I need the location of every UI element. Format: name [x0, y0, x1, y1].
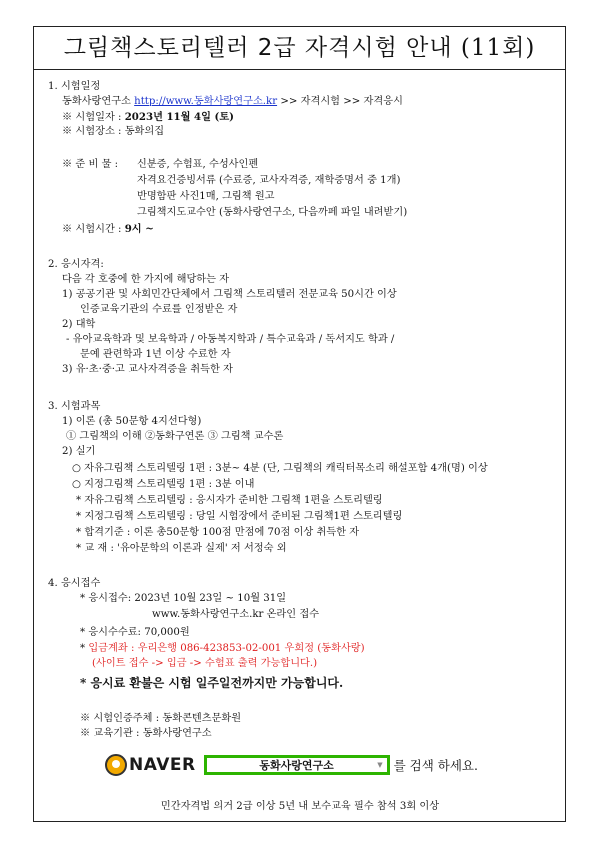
application-online: www.동화사랑연구소.kr 온라인 접수	[152, 609, 320, 620]
pass-criteria: * 합격기준 : 이론 총50문항 100점 만점에 70점 이상 취득한 자	[76, 527, 360, 538]
naver-search-text: 동화사랑연구소	[259, 759, 334, 772]
eligibility-2b: 문예 관련학과 1년 이상 수료한 자	[80, 349, 231, 360]
title-suffix: (11회)	[460, 35, 536, 61]
exam-site-line	[62, 95, 403, 109]
practice-assigned-note: * 지정그림책 스토리텔링 : 당일 시험장에서 준비된 그림책1편 스토리텔링	[76, 511, 403, 522]
refund-notice: * 응시료 환불은 시험 일주일전까지만 가능합니다.	[80, 676, 344, 690]
payment-process: (사이트 접수 -> 입금 -> 수험표 출력 가능합니다.)	[92, 658, 318, 669]
section-4-heading: 4. 응시접수	[48, 578, 101, 589]
website-link[interactable]: http://www.동화사랑연구소.kr	[134, 96, 278, 107]
org-name: 동화사랑연구소	[62, 96, 131, 107]
practice-assigned: ○ 지정그림책 스토리텔링 1편 : 3분 이내	[72, 479, 255, 490]
supplies-item-2: 자격요건증빙서류 (수료증, 교사자격증, 재학증명서 중 1개)	[137, 175, 401, 186]
footer-note: 민간자격법 의거 2급 이상 5년 내 보수교육 필수 참석 3회 이상	[160, 801, 440, 812]
exam-time-value: 9시 ~	[124, 223, 154, 235]
exam-time-line	[62, 222, 154, 237]
exam-time-label: ※ 시험시간 :	[62, 224, 122, 235]
supplies-item-4: 그림책지도교수안 (동화사랑연구소, 다음까페 파일 내려받기)	[137, 207, 408, 218]
site-path: >> 자격시험 >> 자격응시	[280, 96, 403, 107]
bank-account-bullet: *	[80, 643, 89, 654]
page-title	[33, 26, 566, 70]
subject-practice: 2) 실기	[62, 446, 96, 457]
supplies-label: ※ 준 비 물 :	[62, 159, 119, 170]
eligibility-intro: 다음 각 호중에 한 가지에 해당하는 자	[62, 274, 230, 285]
practice-free-note: * 자유그림책 스토리텔링 : 응시자가 준비한 그림책 1편을 스토리텔링	[76, 495, 383, 506]
dropdown-caret-icon: ▼	[377, 761, 383, 769]
exam-date-line	[62, 110, 234, 125]
subject-theory: 1) 이론 (총 50문항 4지선다형)	[62, 416, 202, 427]
supplies-item-3: 반명함판 사진1매, 그림책 원고	[137, 191, 275, 202]
application-period: * 응시접수: 2023년 10월 23일 ~ 10월 31일	[80, 593, 287, 604]
eligibility-2a: - 유아교육학과 및 보육학과 / 아동복지학과 / 특수교육과 / 독서지도 학과 /	[66, 334, 395, 345]
naver-search-banner	[105, 752, 478, 778]
naver-logo-icon	[105, 754, 127, 776]
section-1-heading: 1. 시험일정	[48, 81, 101, 92]
eligibility-3: 3) 유·초·중·고 교사자격증을 취득한 자	[62, 364, 233, 375]
bank-account-line	[80, 642, 365, 656]
naver-logo	[105, 754, 196, 776]
eligibility-1a: 1) 공공기관 및 사회민간단체에서 그림책 스토리텔러 전문교육 50시간 이상	[62, 289, 397, 300]
section-3-heading: 3. 시험과목	[48, 401, 101, 412]
application-fee: * 응시수수료: 70,000원	[80, 627, 190, 638]
exam-date-value: 2023년 11월 4일 (토)	[124, 111, 234, 123]
naver-search-input[interactable]	[204, 755, 390, 775]
exam-date-label: ※ 시험일자 :	[62, 112, 122, 123]
naver-logo-text: NAVER	[129, 755, 196, 775]
cert-authority: ※ 시험인증주체 : 동화콘텐츠문화원	[80, 713, 242, 724]
eligibility-1b: 인증교육기관의 수료를 인정받은 자	[80, 304, 238, 315]
naver-search-instruction: 를 검색 하세요.	[393, 758, 478, 773]
section-2-heading: 2. 응시자격:	[48, 259, 104, 270]
practice-free: ○ 자유그림책 스토리텔링 1편 : 3분~ 4분 (단, 그림책의 캐릭터목소리 해설포함 4개(명) 이상	[72, 463, 488, 474]
bank-account: 입금계좌 : 우리은행 086-423853-02-001 우희정 (동화사랑)	[88, 643, 365, 654]
eligibility-2: 2) 대학	[62, 319, 96, 330]
education-institution: ※ 교육기관 : 동화사랑연구소	[80, 728, 212, 739]
textbook: * 교 재 : '유아문학의 이론과 실제' 저 서정숙 외	[76, 543, 287, 554]
title-text: 그림책스토리텔러 2급 자격시험 안내	[63, 35, 453, 61]
subject-theory-list: ① 그림책의 이해 ②동화구연론 ③ 그림책 교수론	[66, 431, 284, 442]
exam-place: ※ 시험장소 : 동화의집	[62, 126, 165, 137]
supplies-item-1: 신분증, 수험표, 수성사인펜	[137, 159, 259, 170]
